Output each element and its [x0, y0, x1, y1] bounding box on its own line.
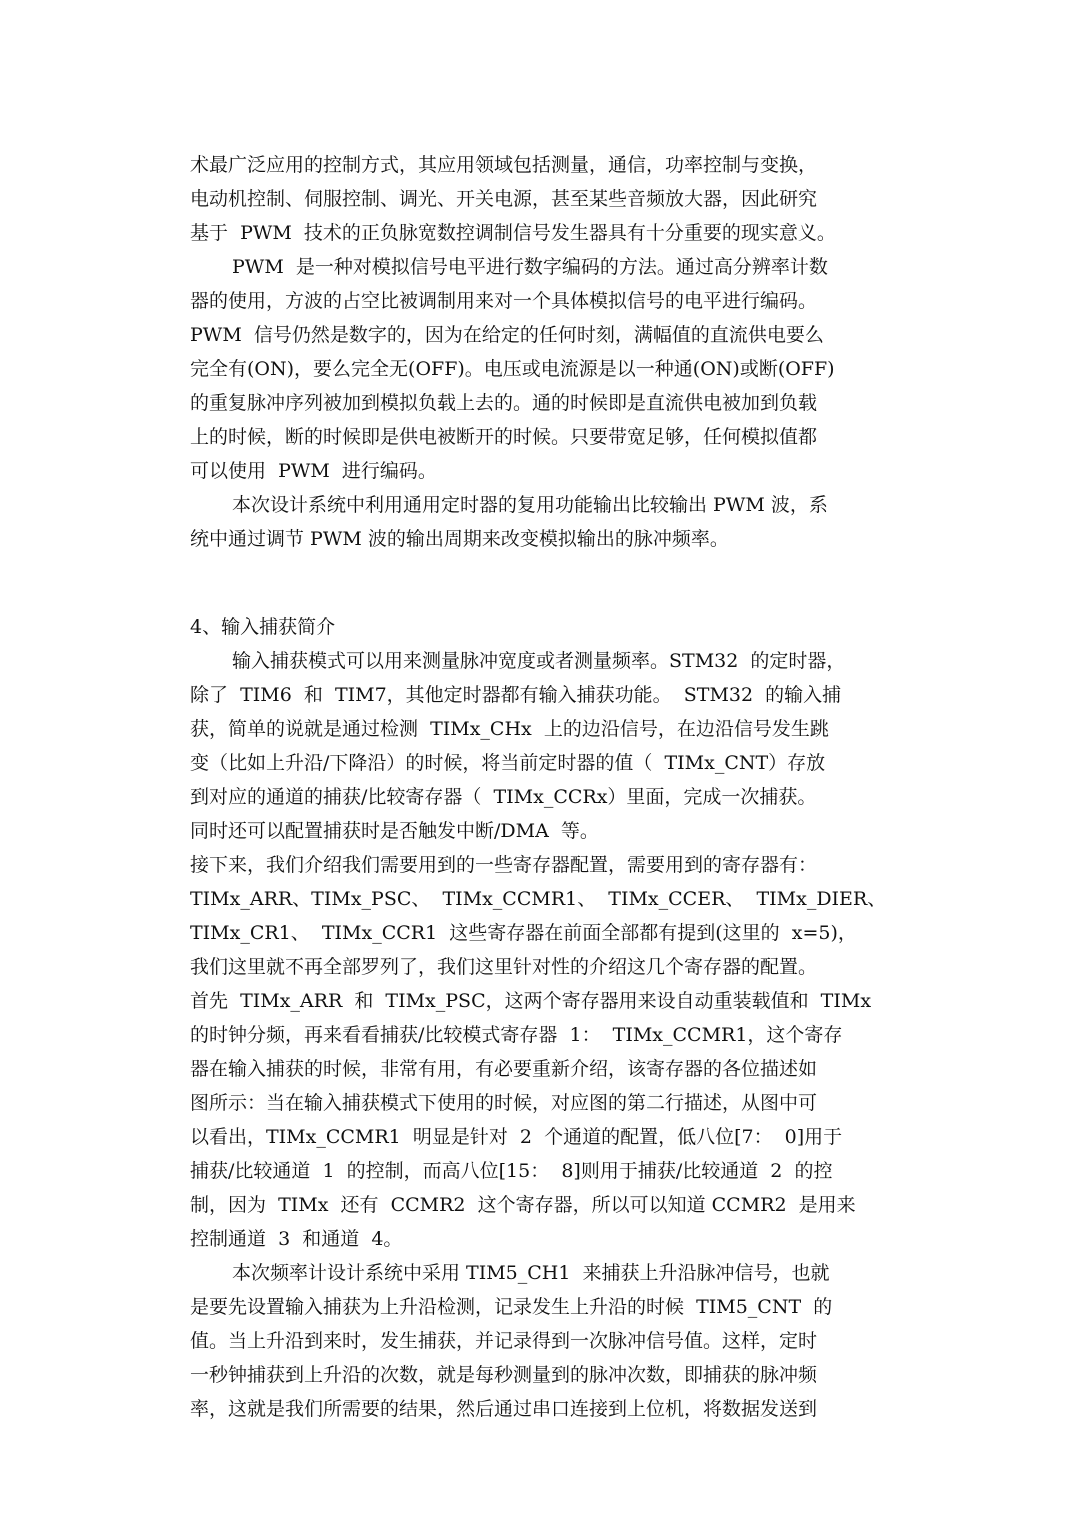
text-line: 以看出，TIMx_CCMR1 明显是针对 2 个通道的配置，低八位[7： 0]用于: [190, 1126, 843, 1148]
text-line: PWM 信号仍然是数字的，因为在给定的任何时刻，满幅值的直流供电要么: [190, 324, 824, 346]
text-line: 变（比如上升沿/下降沿）的时候，将当前定时器的值（ TIMx_CNT）存放: [190, 752, 826, 774]
text-line: 可以使用 PWM 进行编码。: [190, 460, 437, 482]
text-line: 上的时候，断的时候即是供电被断开的时候。只要带宽足够，任何模拟值都: [190, 426, 818, 448]
text-line: 是要先设置输入捕获为上升沿检测，记录发生上升沿的时候 TIM5_CNT 的: [190, 1296, 833, 1318]
text-line: 制，因为 TIMx 还有 CCMR2 这个寄存器，所以可以知道 CCMR2 是用来: [190, 1194, 856, 1216]
text-line: 率，这就是我们所需要的结果，然后通过串口连接到上位机，将数据发送到: [190, 1398, 818, 1420]
text-line: 首先 TIMx_ARR 和 TIMx_PSC，这两个寄存器用来设自动重装载值和 TIMx: [190, 990, 872, 1012]
section-heading: 4、输入捕获简介: [190, 616, 336, 638]
paragraph-first-line: 输入捕获模式可以用来测量脉冲宽度或者测量频率。STM32 的定时器，: [232, 650, 846, 672]
text-line: 基于 PWM 技术的正负脉宽数控调制信号发生器具有十分重要的现实意义。: [190, 222, 836, 244]
text-line: 的时钟分频，再来看看捕获/比较模式寄存器 1： TIMx_CCMR1，这个寄存: [190, 1024, 843, 1046]
text-line: 完全有(ON)，要么完全无(OFF)。电压或电流源是以一种通(ON)或断(OFF): [190, 358, 835, 380]
text-line: 同时还可以配置捕获时是否触发中断/DMA 等。: [190, 820, 599, 842]
text-line: 器在输入捕获的时候，非常有用，有必要重新介绍，该寄存器的各位描述如: [190, 1058, 818, 1080]
text-line: 控制通道 3 和通道 4。: [190, 1228, 403, 1250]
text-line: 接下来，我们介绍我们需要用到的一些寄存器配置，需要用到的寄存器有：: [190, 854, 818, 876]
text-line: TIMx_ARR、TIMx_PSC、 TIMx_CCMR1、 TIMx_CCER、 TIMx_DIER、: [190, 888, 887, 910]
text-line: 器的使用，方波的占空比被调制用来对一个具体模拟信号的电平进行编码。: [190, 290, 818, 312]
text-line: 的重复脉冲序列被加到模拟负载上去的。通的时候即是直流供电被加到负载: [190, 392, 818, 414]
text-line: 图所示：当在输入捕获模式下使用的时候，对应图的第二行描述，从图中可: [190, 1092, 818, 1114]
paragraph-first-line: 本次设计系统中利用通用定时器的复用功能输出比较输出 PWM 波，系: [232, 494, 828, 516]
text-line: 除了 TIM6 和 TIM7，其他定时器都有输入捕获功能。 STM32 的输入捕: [190, 684, 842, 706]
text-line: 术最广泛应用的控制方式，其应用领域包括测量，通信，功率控制与变换，: [190, 154, 818, 176]
text-line: 统中通过调节 PWM 波的输出周期来改变模拟输出的脉冲频率。: [190, 528, 729, 550]
text-line: 一秒钟捕获到上升沿的次数，就是每秒测量到的脉冲次数，即捕获的脉冲频: [190, 1364, 818, 1386]
paragraph-first-line: PWM 是一种对模拟信号电平进行数字编码的方法。通过高分辨率计数: [232, 256, 828, 278]
text-line: 值。当上升沿到来时，发生捕获，并记录得到一次脉冲信号值。这样，定时: [190, 1330, 818, 1352]
text-line: 到对应的通道的捕获/比较寄存器（ TIMx_CCRx）里面，完成一次捕获。: [190, 786, 817, 808]
text-line: 获，简单的说就是通过检测 TIMx_CHx 上的边沿信号，在边沿信号发生跳: [190, 718, 829, 740]
text-line: 电动机控制、伺服控制、调光、开关电源，甚至某些音频放大器，因此研究: [190, 188, 818, 210]
text-line: 捕获/比较通道 1 的控制，而高八位[15： 8]则用于捕获/比较通道 2 的控: [190, 1160, 833, 1182]
paragraph-first-line: 本次频率计设计系统中采用 TIM5_CH1 来捕获上升沿脉冲信号，也就: [232, 1262, 830, 1284]
text-line: TIMx_CR1、 TIMx_CCR1 这些寄存器在前面全部都有提到(这里的 x=5)，: [190, 922, 857, 944]
text-line: 我们这里就不再全部罗列了，我们这里针对性的介绍这几个寄存器的配置。: [190, 956, 818, 978]
